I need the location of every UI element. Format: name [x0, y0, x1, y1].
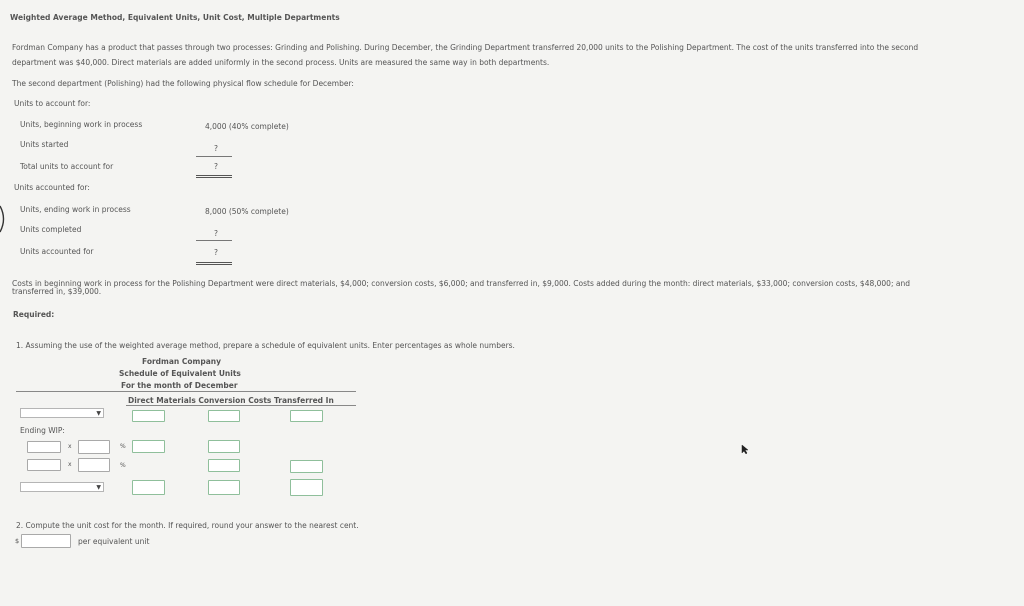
ending-wip-units-input-2[interactable]: [27, 459, 61, 471]
subtotal-line: [196, 156, 232, 157]
percent-symbol-1: %: [120, 443, 126, 450]
required-heading: Required:: [13, 310, 55, 319]
mouse-cursor-icon: [741, 444, 749, 455]
ending-wip-label: Units, ending work in process: [20, 205, 131, 214]
schedule-name: Schedule of Equivalent Units: [119, 369, 241, 378]
schedule-period: For the month of December: [121, 381, 238, 390]
chevron-down-icon: ▼: [96, 410, 101, 417]
dollar-sign: $: [15, 537, 20, 545]
ending-wip-value: 8,000 (50% complete): [205, 207, 289, 216]
multiply-symbol-1: x: [68, 443, 72, 450]
total-conversion-input[interactable]: [208, 480, 240, 495]
ending-wip-transferred-in-input[interactable]: [290, 460, 323, 473]
row1-direct-materials-input[interactable]: [132, 410, 165, 422]
multiply-symbol-2: x: [68, 461, 72, 468]
per-unit-label: per equivalent unit: [78, 537, 150, 546]
percent-symbol-2: %: [120, 462, 126, 469]
left-edge-bracket: [0, 205, 8, 233]
ending-wip-percent-input-1[interactable]: [78, 440, 110, 454]
total-transferred-in-input[interactable]: [290, 479, 323, 496]
schedule-company: Fordman Company: [142, 357, 221, 366]
units-started-value: ?: [214, 144, 218, 153]
ending-wip-conversion-input-1[interactable]: [208, 440, 240, 453]
units-accounted-label: Units accounted for: [20, 247, 94, 256]
beginning-wip-label: Units, beginning work in process: [20, 120, 143, 129]
ending-wip-direct-materials-input[interactable]: [132, 440, 165, 453]
total-units-label: Total units to account for: [20, 162, 114, 171]
schedule-header-rule: [16, 391, 356, 392]
total-double-line-2: [196, 262, 232, 265]
schedule-intro: The second department (Polishing) had the following physical flow schedule for December:: [12, 79, 354, 88]
row1-conversion-costs-input[interactable]: [208, 410, 240, 422]
column-header-rule: [126, 405, 356, 406]
costs-line-2: transferred in, $39,000.: [12, 287, 102, 296]
subtotal-line-2: [196, 240, 232, 241]
beginning-wip-value: 4,000 (40% complete): [205, 122, 289, 131]
row1-label-select[interactable]: [20, 408, 104, 418]
unit-cost-input[interactable]: [21, 534, 71, 548]
row1-transferred-in-input[interactable]: [290, 410, 323, 422]
units-started-label: Units started: [20, 140, 69, 149]
ending-wip-conversion-input-2[interactable]: [208, 459, 240, 472]
chevron-down-icon: ▼: [96, 484, 101, 491]
units-accounted-for-heading: Units accounted for:: [14, 183, 90, 192]
column-headers: Direct Materials Conversion Costs Transferred In: [128, 396, 334, 405]
ending-wip-percent-input-2[interactable]: [78, 458, 110, 472]
units-accounted-value: ?: [214, 248, 218, 257]
units-completed-label: Units completed: [20, 225, 82, 234]
question-1: 1. Assuming the use of the weighted average method, prepare a schedule of equivalent units. Enter percentages as whole numbers.: [16, 341, 515, 350]
total-direct-materials-input[interactable]: [132, 480, 165, 495]
ending-wip-units-input-1[interactable]: [27, 441, 61, 453]
units-to-account-for-heading: Units to account for:: [14, 99, 91, 108]
units-completed-value: ?: [214, 229, 218, 238]
costs-line-1: Costs in beginning work in process for the Polishing Department were direct materials, $4,000; conversion costs, $6,000; and transferred in, $9,000. Costs added during the month: direct materials, $33,000; conversion costs, $48,000; and: [12, 279, 910, 288]
total-units-value: ?: [214, 162, 218, 171]
ending-wip-schedule-label: Ending WIP:: [20, 426, 65, 435]
intro-line-1: Fordman Company has a product that passes through two processes: Grinding and Polishing. During December, the Grinding Department transferred 20,000 units to the Polishing Department. The cost of the units transferred into the second: [12, 43, 919, 52]
intro-line-2: department was $40,000. Direct materials are added uniformly in the second process. Units are measured the same way in both departments.: [12, 58, 550, 67]
page-title: Weighted Average Method, Equivalent Units, Unit Cost, Multiple Departments: [10, 13, 340, 22]
total-double-line: [196, 175, 232, 178]
total-label-select[interactable]: [20, 482, 104, 492]
question-2: 2. Compute the unit cost for the month. If required, round your answer to the nearest cent.: [16, 521, 359, 530]
